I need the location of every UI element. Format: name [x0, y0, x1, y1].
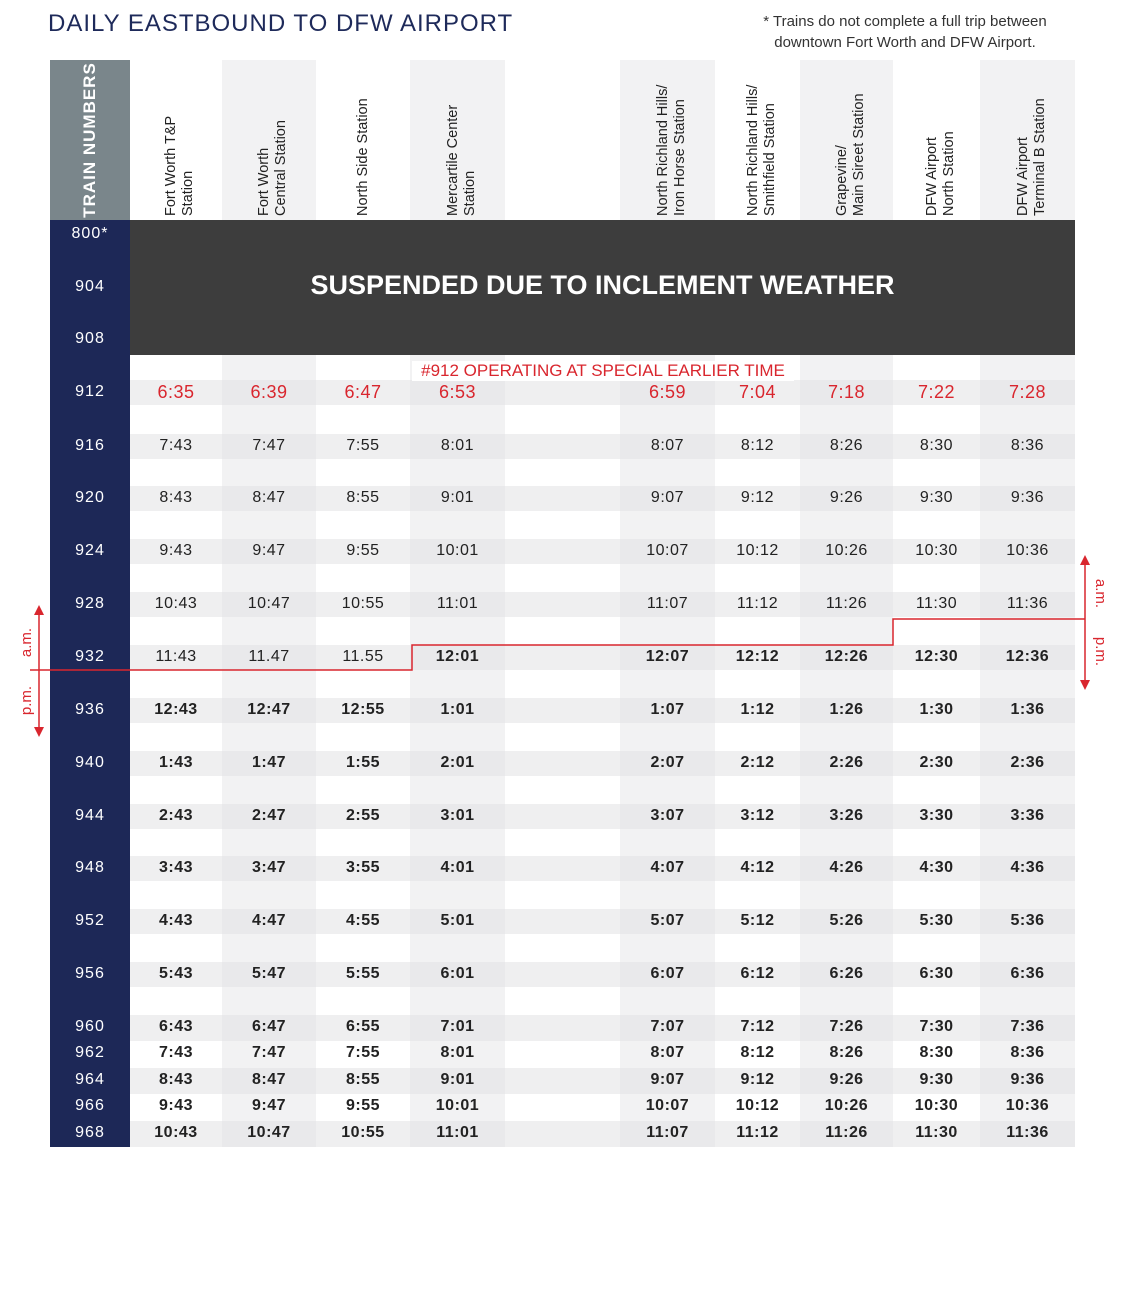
departure-time: 8:43	[158, 1071, 194, 1088]
departure-time: 7:43	[158, 1044, 194, 1061]
departure-time: 1:01	[440, 701, 475, 718]
train-number: 962	[75, 1044, 105, 1061]
departure-time: 12:01	[435, 648, 480, 665]
departure-time: 9:26	[829, 1071, 864, 1088]
departure-time: 10:30	[914, 1097, 959, 1114]
station-name-line-1: North Richland Hills/	[654, 84, 671, 216]
departure-time: 12:36	[1005, 648, 1050, 665]
train-number: 940	[75, 754, 105, 771]
departure-time: 11:01	[436, 1124, 479, 1141]
departure-time: 4:47	[251, 912, 287, 929]
departure-time: 8:07	[650, 437, 685, 454]
departure-time: 9:26	[829, 489, 864, 506]
footnote-line-2: downtown Fort Worth and DFW Airport.	[774, 34, 1036, 51]
train-number: 920	[75, 489, 105, 506]
departure-time: 9:43	[159, 542, 193, 559]
departure-time: 1:07	[650, 701, 685, 718]
departure-time: 12:47	[247, 701, 291, 718]
train-number: 908	[75, 330, 105, 347]
departure-time: 9:36	[1010, 489, 1045, 506]
departure-time: 9:01	[440, 489, 475, 506]
departure-time: 6:01	[440, 965, 475, 982]
departure-time: 7:18	[827, 382, 866, 402]
departure-time: 10:43	[154, 1124, 198, 1141]
departure-time: 9:30	[919, 489, 954, 506]
departure-time: 12:30	[914, 648, 959, 665]
right-pm-label: p.m.	[1092, 636, 1110, 667]
departure-time: 5:43	[158, 965, 194, 982]
station-name-line-2: Main Sireet Station	[850, 93, 867, 216]
departure-time: 2:07	[650, 754, 685, 771]
departure-time: 10:47	[247, 1124, 291, 1141]
departure-time: 1:12	[740, 701, 775, 718]
left-pm-label: p.m.	[18, 685, 36, 716]
left-arrow-down-icon	[34, 727, 44, 737]
train-number: 932	[75, 648, 105, 665]
departure-time: 8:36	[1010, 1044, 1045, 1061]
departure-time: 10:26	[825, 542, 868, 559]
departure-time: 6:55	[345, 1018, 381, 1035]
departure-time: 5:36	[1010, 912, 1045, 929]
departure-time: 2:47	[251, 807, 287, 824]
station-name-line-2: Station	[180, 170, 196, 216]
train-number: 912	[75, 383, 105, 400]
schedule-title: DAILY EASTBOUND TO DFW AIRPORT	[48, 10, 514, 37]
departure-time: 5:55	[345, 965, 381, 982]
departure-time: 7:47	[252, 437, 286, 454]
departure-time: 4:43	[158, 912, 194, 929]
left-am-label: a.m.	[18, 627, 36, 658]
departure-time: 11:26	[825, 595, 868, 612]
train-number: 928	[75, 595, 105, 612]
station-name-line-1: North Richland Hills/	[744, 84, 761, 216]
departure-time: 10:01	[435, 1097, 480, 1114]
departure-time: 3:47	[251, 859, 287, 876]
departure-time: 9:12	[740, 489, 775, 506]
departure-time: 3:07	[650, 807, 685, 824]
departure-time: 11:43	[155, 648, 197, 665]
departure-time: 9:07	[650, 489, 685, 506]
right-arrow-down-icon	[1080, 680, 1090, 690]
departure-time: 1:55	[345, 754, 381, 771]
departure-time: 9:07	[650, 1071, 685, 1088]
departure-time: 6:07	[650, 965, 685, 982]
departure-time: 11:36	[1006, 1124, 1049, 1141]
departure-time: 2:36	[1010, 754, 1045, 771]
departure-time: 10:55	[341, 1124, 385, 1141]
departure-time: 4:26	[829, 859, 864, 876]
departure-time: 8:43	[159, 489, 193, 506]
departure-time: 10:47	[247, 595, 291, 612]
train-number: 956	[75, 965, 105, 982]
departure-time: 2:55	[345, 807, 381, 824]
departure-time: 9:43	[158, 1097, 194, 1114]
footnote-line-1: * Trains do not complete a full trip between	[763, 13, 1047, 30]
departure-time: 1:47	[251, 754, 287, 771]
departure-time: 8:30	[919, 1044, 954, 1061]
train-number: 936	[75, 701, 105, 718]
train-number: 944	[75, 807, 105, 824]
departure-time: 6:53	[438, 382, 477, 402]
train-number: 968	[75, 1124, 105, 1141]
train-number: 916	[75, 437, 105, 454]
departure-time: 6:35	[157, 382, 195, 402]
departure-time: 3:55	[345, 859, 381, 876]
departure-time: 12:07	[645, 648, 690, 665]
departure-time: 10:07	[645, 1097, 690, 1114]
train-numbers-label: TRAIN NUMBERS	[80, 62, 99, 218]
departure-time: 4:36	[1010, 859, 1045, 876]
station-name-line-2: Iron Horse Station	[671, 99, 688, 216]
departure-time: 7:30	[919, 1018, 954, 1035]
departure-time: 9:12	[740, 1071, 775, 1088]
departure-time: 7:04	[738, 382, 777, 402]
departure-time: 7:26	[829, 1018, 864, 1035]
departure-time: 11:12	[736, 1124, 779, 1141]
departure-time: 10:01	[436, 542, 479, 559]
train-number: 952	[75, 912, 105, 929]
station-name-line-2: Station	[461, 170, 478, 216]
departure-time: 10:07	[646, 542, 689, 559]
departure-time: 7:47	[251, 1044, 287, 1061]
departure-time: 8:12	[740, 437, 775, 454]
departure-time: 4:07	[650, 859, 685, 876]
departure-time: 1:30	[919, 701, 954, 718]
departure-time: 11.55	[342, 648, 384, 665]
departure-time: 8:12	[740, 1044, 775, 1061]
departure-time: 10:12	[736, 542, 779, 559]
departure-time: 4:55	[345, 912, 381, 929]
departure-time: 10:12	[735, 1097, 780, 1114]
station-name-line-1: Mercartile Center	[444, 104, 461, 216]
station-name-line-1: Fort Worth	[256, 147, 272, 216]
departure-time: 8:30	[919, 437, 954, 454]
departure-time: 3:12	[740, 807, 775, 824]
departure-time: 11:07	[646, 1124, 689, 1141]
departure-time: 9:55	[345, 1097, 381, 1114]
departure-time: 5:07	[650, 912, 685, 929]
departure-time: 6:36	[1010, 965, 1045, 982]
departure-time: 1:36	[1010, 701, 1045, 718]
departure-time: 4:12	[740, 859, 775, 876]
train-number: 964	[75, 1071, 105, 1088]
departure-time: 11:30	[915, 1124, 958, 1141]
departure-time: 12:55	[341, 701, 385, 718]
departure-time: 5:01	[440, 912, 475, 929]
departure-time: 3:30	[919, 807, 954, 824]
station-name-line-2: Smithfield Station	[761, 103, 778, 216]
departure-time: 10:55	[341, 595, 385, 612]
departure-time: 3:01	[440, 807, 475, 824]
departure-time: 11:12	[736, 595, 779, 612]
departure-time: 10:36	[1006, 542, 1049, 559]
train-number: 924	[75, 542, 105, 559]
departure-time: 7:07	[650, 1018, 685, 1035]
special-time-note: #912 OPERATING AT SPECIAL EARLIER TIME	[412, 361, 794, 381]
departure-time: 8:26	[829, 437, 864, 454]
departure-time: 9:30	[919, 1071, 954, 1088]
suspended-message: SUSPENDED DUE TO INCLEMENT WEATHER	[310, 270, 895, 300]
departure-time: 9:01	[440, 1071, 475, 1088]
train-number: 904	[75, 278, 105, 295]
departure-time: 8:01	[440, 437, 475, 454]
station-name-line-2: Central Station	[273, 120, 289, 216]
departure-time: 8:01	[440, 1044, 475, 1061]
departure-time: 8:55	[345, 1071, 381, 1088]
departure-time: 12:12	[735, 648, 780, 665]
departure-time: 1:43	[158, 754, 194, 771]
station-name-line-1: North Side Station	[355, 98, 371, 216]
departure-time: 7:28	[1008, 382, 1047, 402]
departure-time: 6:39	[250, 382, 288, 402]
departure-time: 3:36	[1010, 807, 1045, 824]
station-name-line-1: DFW Airport	[923, 137, 940, 216]
departure-time: 8:47	[252, 489, 286, 506]
departure-time: 2:01	[440, 754, 475, 771]
departure-time: 11:01	[436, 595, 479, 612]
departure-time: 6:59	[648, 382, 687, 402]
train-number: 800*	[71, 225, 109, 242]
departure-time: 5:47	[251, 965, 287, 982]
departure-time: 7:22	[917, 382, 956, 402]
departure-time: 7:01	[440, 1018, 475, 1035]
departure-time: 4:30	[919, 859, 954, 876]
departure-time: 10:30	[915, 542, 958, 559]
train-number: 966	[75, 1097, 105, 1114]
departure-time: 2:12	[740, 754, 775, 771]
departure-time: 5:26	[829, 912, 864, 929]
departure-time: 2:30	[919, 754, 954, 771]
departure-time: 8:47	[251, 1071, 287, 1088]
departure-time: 1:26	[829, 701, 864, 718]
station-name-line-1: DFW Airport	[1014, 137, 1031, 216]
departure-time: 7:55	[345, 1044, 381, 1061]
departure-time: 9:55	[346, 542, 380, 559]
departure-time: 8:55	[346, 489, 380, 506]
train-number: 948	[75, 859, 105, 876]
departure-time: 4:01	[440, 859, 475, 876]
departure-time: 9:47	[251, 1097, 287, 1114]
departure-time: 6:30	[919, 965, 954, 982]
right-am-label: a.m.	[1092, 578, 1110, 609]
departure-time: 12:43	[154, 701, 198, 718]
departure-time: 2:26	[829, 754, 864, 771]
departure-time: 11:07	[646, 595, 689, 612]
departure-time: 5:30	[919, 912, 954, 929]
departure-time: 2:43	[158, 807, 194, 824]
station-name-line-1: Fort Worth T&P	[163, 115, 179, 216]
departure-time: 9:47	[252, 542, 286, 559]
station-name-line-2: Terminal B Station	[1031, 98, 1048, 216]
departure-time: 6:43	[158, 1018, 194, 1035]
departure-time: 11:30	[915, 595, 958, 612]
departure-time: 3:43	[158, 859, 194, 876]
departure-time: 7:36	[1010, 1018, 1045, 1035]
departure-time: 6:47	[344, 382, 382, 402]
departure-time: 7:55	[346, 437, 380, 454]
station-name-line-1: Grapevine/	[833, 145, 850, 216]
departure-time: 3:26	[829, 807, 864, 824]
departure-time: 11:36	[1006, 595, 1049, 612]
departure-time: 11:26	[825, 1124, 868, 1141]
station-name-line-2: North Station	[940, 131, 957, 216]
right-arrow-up-icon	[1080, 555, 1090, 565]
departure-time: 6:47	[251, 1018, 287, 1035]
am-pm-divider-line	[30, 619, 1085, 670]
departure-time: 10:43	[154, 595, 198, 612]
departure-time: 6:26	[829, 965, 864, 982]
departure-time: 8:36	[1010, 437, 1045, 454]
departure-time: 11.47	[248, 648, 290, 665]
departure-time: 8:26	[829, 1044, 864, 1061]
departure-time: 5:12	[740, 912, 775, 929]
departure-time: 9:36	[1010, 1071, 1045, 1088]
departure-time: 7:43	[159, 437, 193, 454]
departure-time: 7:12	[740, 1018, 775, 1035]
departure-time: 10:26	[824, 1097, 869, 1114]
left-arrow-up-icon	[34, 605, 44, 615]
departure-time: 12:26	[824, 648, 869, 665]
departure-time: 6:12	[740, 965, 775, 982]
departure-time: 8:07	[650, 1044, 685, 1061]
departure-time: 10:36	[1005, 1097, 1050, 1114]
train-number: 960	[75, 1018, 105, 1035]
